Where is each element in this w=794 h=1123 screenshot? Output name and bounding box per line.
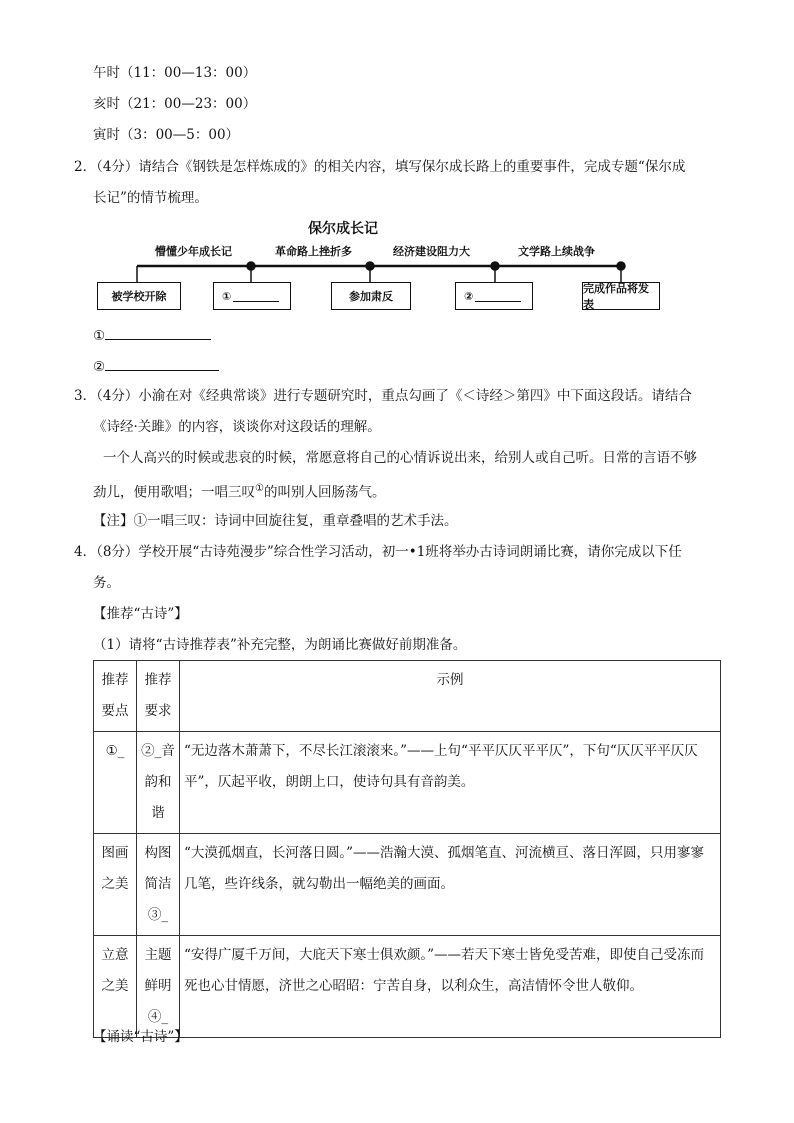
quote-text: 劲儿，便用歌唱；一唱三叹 <box>93 484 255 501</box>
table-header-row <box>94 661 721 732</box>
diagram-title: 保尔成长记 <box>308 221 378 237</box>
cell-example: “大漠孤烟直，长河落日圆。”——浩瀚大漠、孤烟笔直、河流横亘、落日浑圆，只用寥寥几笔，些许线条，就勾勒出一幅绝美的画面。 <box>180 834 721 936</box>
answer-marker: ① <box>93 328 106 344</box>
cell-example: “安得广厦千万间，大庇天下寒士俱欢颜。”——若天下寒士皆免受苦难，即使自己受冻而死也心甘情愿，济世之心昭昭：宁苦自身，以利众生，高洁情怀令世人敬仰。 <box>180 936 721 1038</box>
time-yin: 寅时（3：00—5：00） <box>93 127 240 143</box>
box-text: 完成作品将发表 <box>583 282 649 311</box>
box-text: 参加肃反 <box>349 290 393 303</box>
header-point: 推荐要点 <box>94 661 137 732</box>
cell-req[interactable]: ②_音韵和谐 <box>137 732 180 834</box>
diagram-box-blank-1 <box>213 282 291 310</box>
q2-line2: 长记”的情节梳理。 <box>93 190 208 206</box>
header-example: 示例 <box>180 661 721 732</box>
section-recite: 【诵读“古诗”】 <box>93 1029 188 1045</box>
table-row <box>94 732 721 834</box>
q2-answer-2 <box>93 355 219 376</box>
table-row <box>94 834 721 936</box>
q4-sub1: （1）请将“古诗推荐表”补充完整，为朗诵比赛做好前期准备。 <box>93 637 467 653</box>
answer-blank[interactable] <box>105 324 211 340</box>
diagram-box-blank-2 <box>455 282 533 310</box>
q3-line1: 3．（4分）小渝在对《经典常谈》进行专题研究时，重点勾画了《＜诗经＞第四》中下面这段话。请结合 <box>74 388 692 404</box>
q4-line2: 务。 <box>93 575 120 591</box>
answer-blank[interactable] <box>105 355 219 371</box>
diagram-label-3: 经济建设阻力大 <box>393 245 470 258</box>
cell-example: “无边落木萧萧下，不尽长江滚滚来。”——上句“平平仄仄平平仄”，下句“仄仄平平仄仄平”，仄起平收，朗朗上口，使诗句具有音韵美。 <box>180 732 721 834</box>
diagram-label-1: 懵懂少年成长记 <box>155 245 232 258</box>
paul-growth-diagram <box>93 218 673 318</box>
box-text: ① <box>222 289 232 303</box>
diagram-label-2: 革命路上挫折多 <box>275 245 352 258</box>
time-wu: 午时（11：00—13：00） <box>93 65 257 81</box>
q3-quote-line1: 一个人高兴的时候或悲哀的时候，常愿意将自己的心情诉说出来，给别人或自己听。日常的言语不够 <box>103 450 697 466</box>
poem-recommend-table <box>93 660 721 1038</box>
q4-line1: 4．（8分）学校开展“古诗苑漫步”综合性学习活动，初一•1班将举办古诗词朗诵比赛，请你完成以下任 <box>74 544 682 560</box>
cell-point[interactable]: ①_ <box>94 732 137 834</box>
q3-line2: 《诗经·关雎》的内容，谈谈你对这段话的理解。 <box>93 419 381 435</box>
diagram-box-sufan <box>331 282 411 310</box>
cell-point: 图画之美 <box>94 834 137 936</box>
diagram-box-expelled <box>97 282 181 310</box>
cell-req[interactable]: 构图简洁③_ <box>137 834 180 936</box>
footnote-marker: ① <box>255 483 264 494</box>
q3-quote-line2 <box>93 480 385 502</box>
diagram-label-4: 文学路上续战争 <box>518 245 595 258</box>
q3-note: 【注】①一唱三叹：诗词中回旋往复，重章叠唱的艺术手法。 <box>93 513 458 529</box>
cell-req[interactable]: 主题鲜明④_ <box>137 936 180 1038</box>
answer-marker: ② <box>93 359 106 375</box>
table-row <box>94 936 721 1038</box>
header-req: 推荐要求 <box>137 661 180 732</box>
box-text: 被学校开除 <box>111 290 167 303</box>
quote-text: 的叫别人回肠荡气。 <box>263 484 386 501</box>
q2-line1: 2．（4分）请结合《钢铁是怎样炼成的》的相关内容，填写保尔成长路上的重要事件，完成专题“保尔成 <box>74 159 686 175</box>
box-text: ② <box>464 289 474 303</box>
cell-point: 立意之美 <box>94 936 137 1038</box>
q2-answer-1 <box>93 324 211 345</box>
time-hai: 亥时（21：00—23：00） <box>93 96 257 112</box>
section-recommend: 【推荐“古诗”】 <box>93 606 188 622</box>
diagram-box-published <box>582 282 660 310</box>
